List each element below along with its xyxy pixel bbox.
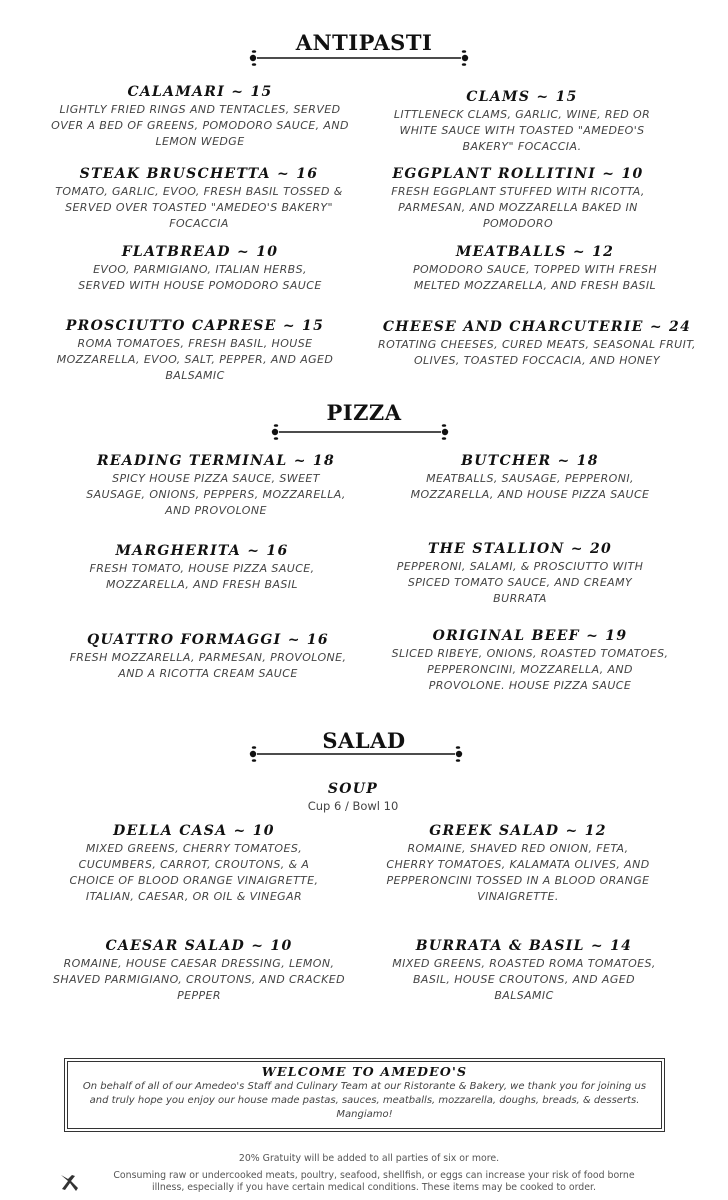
item-name: CALAMARI ~ 15: [127, 84, 273, 100]
item-description: MEATBALLS, SAUSAGE, PEPPERONI, MOZZARELLA, AND HOUSE PIZZA SAUCE: [410, 472, 650, 501]
menu-item-the-stallion: [370, 540, 670, 607]
pizza-title: PIZZA: [326, 400, 402, 425]
antipasti-divider: [243, 48, 475, 68]
item-description: SLICED RIBEYE, ONIONS, ROASTED TOMATOES, PEPPERONCINI, MOZZARELLA, AND PROVOLONE. HOUSE PIZZA SAUCE: [391, 647, 669, 692]
item-name: DELLA CASA ~ 10: [113, 823, 275, 839]
menu-item-della-casa: [44, 822, 344, 905]
item-description: EVOO, PARMIGIANO, ITALIAN HERBS, SERVED WITH HOUSE POMODORO SAUCE: [78, 263, 322, 292]
gratuity-note: 20% Gratuity will be added to all parties of six or more.: [238, 1153, 500, 1164]
welcome-title: WELCOME TO AMEDEO'S: [261, 1064, 468, 1079]
item-name: CLAMS ~ 15: [466, 89, 578, 105]
menu-item-meatballs: [385, 243, 685, 294]
item-description: LITTLENECK CLAMS, GARLIC, WINE, RED OR WHITE SAUCE WITH TOASTED "AMEDEO'S BAKERY" FOCACCIA.: [393, 108, 651, 153]
item-description: TOMATO, GARLIC, EVOO, FRESH BASIL TOSSED & SERVED OVER TOASTED "AMEDEO'S BAKERY" FOCACCIA: [55, 185, 343, 230]
item-description: SPICY HOUSE PIZZA SAUCE, SWEET SAUSAGE, ONIONS, PEPPERS, MOZZARELLA, AND PROVOLONE: [86, 472, 346, 517]
item-name: SOUP: [327, 781, 379, 797]
item-name: ORIGINAL BEEF ~ 19: [432, 628, 628, 644]
antipasti-title: ANTIPASTI: [295, 30, 433, 55]
menu-item-butcher: [380, 452, 680, 503]
menu-item-cheese-charcuterie: [372, 318, 702, 369]
menu-item-prosciutto-caprese: [40, 317, 350, 384]
item-name: STEAK BRUSCHETTA ~ 16: [79, 166, 319, 182]
menu-item-greek-salad: [368, 822, 668, 905]
item-name: FLATBREAD ~ 10: [121, 244, 279, 260]
item-name: CAESAR SALAD ~ 10: [105, 938, 293, 954]
item-name: MEATBALLS ~ 12: [455, 244, 615, 260]
menu-item-soup: [203, 780, 503, 814]
item-name: CHEESE AND CHARCUTERIE ~ 24: [382, 319, 692, 335]
menu-item-clams: [372, 88, 672, 155]
menu-item-burrata-basil: [374, 937, 674, 1004]
soup-price: Cup 6 / Bowl 10: [307, 799, 399, 813]
item-name: THE STALLION ~ 20: [427, 541, 613, 557]
menu-item-calamari: [50, 83, 350, 150]
item-name: READING TERMINAL ~ 18: [96, 453, 336, 469]
menu-item-original-beef: [380, 627, 680, 694]
item-description: ROMA TOMATOES, FRESH BASIL, HOUSE MOZZARELLA, EVOO, SALT, PEPPER, AND AGED BALSAMIC: [56, 337, 334, 382]
welcome-box: [64, 1058, 665, 1132]
item-description: ROMAINE, HOUSE CAESAR DRESSING, LEMON, SHAVED PARMIGIANO, CROUTONS, AND CRACKED PEPPER: [53, 957, 345, 1002]
menu-item-eggplant-rollitini: [368, 165, 668, 232]
food-safety-disclaimer-line1: Consuming raw or undercooked meats, poultry, seafood, shellfish, or eggs can increase your risk of food borne: [113, 1170, 635, 1181]
item-description: POMODORO SAUCE, TOPPED WITH FRESH MELTED MOZZARELLA, AND FRESH BASIL: [412, 263, 658, 292]
menu-item-flatbread: [50, 243, 350, 294]
item-name: BUTCHER ~ 18: [461, 453, 599, 469]
item-description: FRESH MOZZARELLA, PARMESAN, PROVOLONE, AND A RICOTTA CREAM SAUCE: [69, 651, 347, 680]
item-description: FRESH TOMATO, HOUSE PIZZA SAUCE, MOZZARELLA, AND FRESH BASIL: [89, 562, 315, 591]
item-name: PROSCIUTTO CAPRESE ~ 15: [65, 318, 325, 334]
food-safety-disclaimer-line2: illness, especially if you have certain medical conditions. These items may be cooked to order.: [152, 1182, 596, 1193]
menu-item-caesar-salad: [44, 937, 354, 1004]
welcome-inner-border: [67, 1061, 662, 1129]
item-name: BURRATA & BASIL ~ 14: [415, 938, 633, 954]
salad-divider: [243, 744, 469, 764]
pizza-divider: [265, 422, 455, 442]
menu-item-quattro-formaggi: [50, 631, 366, 682]
item-name: GREEK SALAD ~ 12: [429, 823, 607, 839]
item-name: MARGHERITA ~ 16: [115, 543, 289, 559]
item-description: ROMAINE, SHAVED RED ONION, FETA, CHERRY TOMATOES, KALAMATA OLIVES, AND PEPPERONCINI TOSSED IN A BLOOD ORANGE VINAIGRETTE.: [386, 842, 650, 903]
item-name: EGGPLANT ROLLITINI ~ 10: [392, 166, 644, 182]
menu-item-reading-terminal: [66, 452, 366, 519]
item-description: MIXED GREENS, ROASTED ROMA TOMATOES, BASIL, HOUSE CROUTONS, AND AGED BALSAMIC: [392, 957, 656, 1002]
item-description: PEPPERONI, SALAMI, & PROSCIUTTO WITH SPICED TOMATO SAUCE, AND CREAMY BURRATA: [396, 560, 644, 605]
welcome-text: On behalf of all of our Amedeo's Staff and Culinary Team at our Ristorante & Bakery, we thank you for joining us and truly hope you enjoy our house made pastas, sauces, meatballs, mozzarella, doughs, breads, & desserts. Mangiamo!: [82, 1081, 647, 1120]
menu-item-margherita: [52, 542, 352, 593]
item-description: ROTATING CHEESES, CURED MEATS, SEASONAL FRUIT, OLIVES, TOASTED FOCCACIA, AND HONEY: [378, 338, 696, 367]
item-description: FRESH EGGPLANT STUFFED WITH RICOTTA, PARMESAN, AND MOZZARELLA BAKED IN POMODORO: [391, 185, 645, 230]
salad-title: SALAD: [322, 728, 406, 753]
item-description: LIGHTLY FRIED RINGS AND TENTACLES, SERVED OVER A BED OF GREENS, POMODORO SAUCE, AND LEMON WEDGE: [51, 103, 349, 148]
item-description: MIXED GREENS, CHERRY TOMATOES, CUCUMBERS, CARROT, CROUTONS, & A CHOICE OF BLOOD ORANGE VINAIGRETTE, ITALIAN, CAESAR, OR OIL & VINEGAR: [69, 842, 319, 903]
item-name: QUATTRO FORMAGGI ~ 16: [87, 632, 329, 648]
menu-item-steak-bruschetta: [46, 165, 352, 232]
